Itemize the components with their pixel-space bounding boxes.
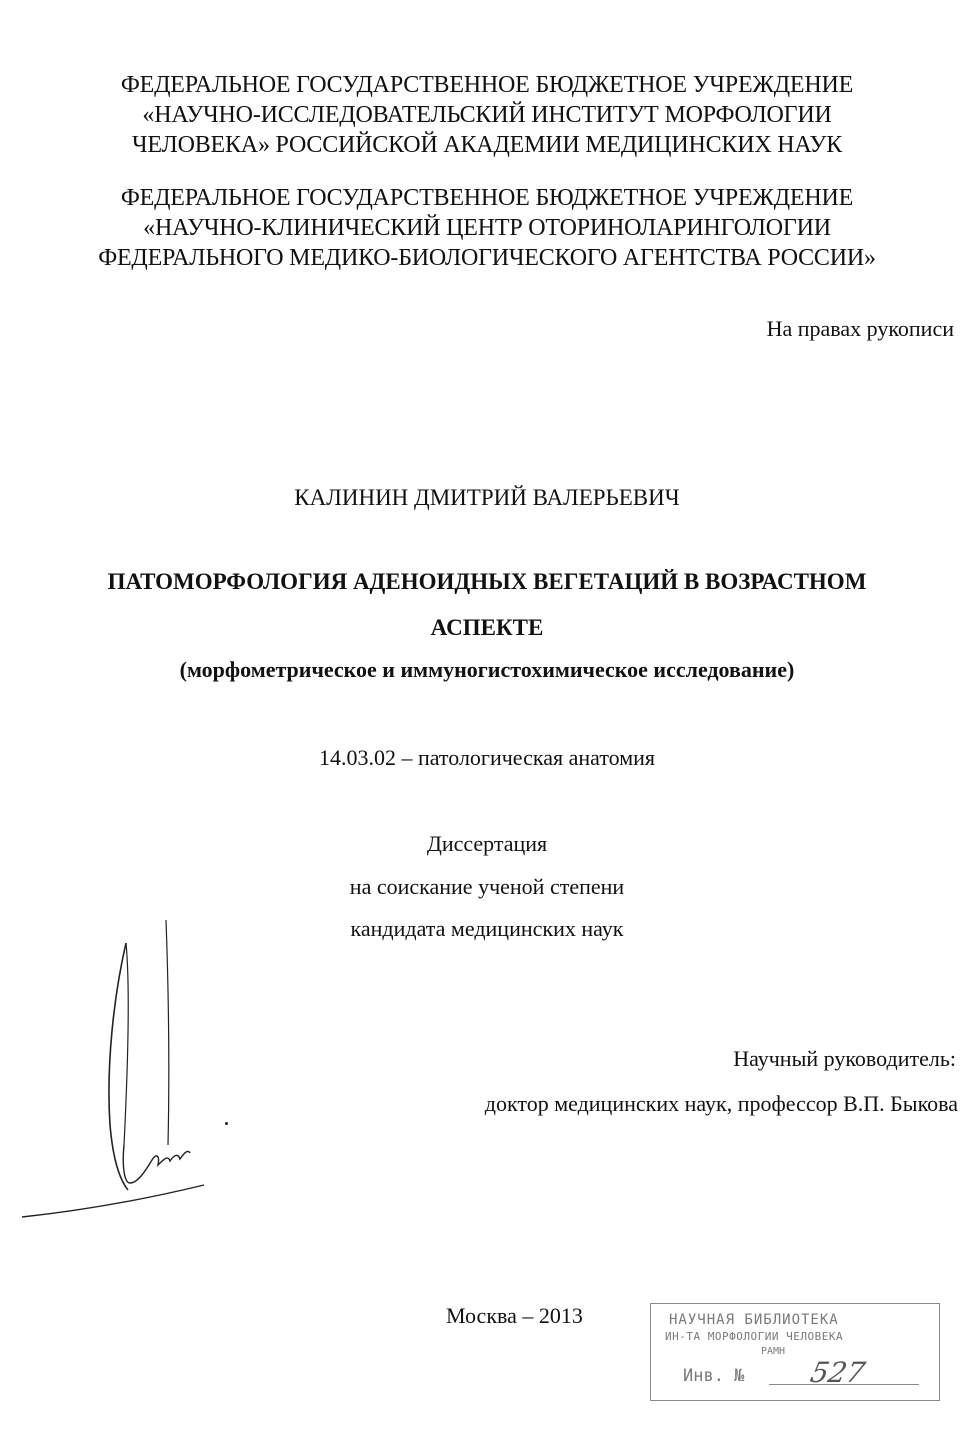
author-name: КАЛИНИН ДМИТРИЙ ВАЛЕРЬЕВИЧ bbox=[294, 485, 680, 510]
degree-purpose: на соискание ученой степени bbox=[349, 874, 625, 899]
institution-1-line-1: ФЕДЕРАЛЬНОЕ ГОСУДАРСТВЕННОЕ БЮДЖЕТНОЕ УЧРЕЖДЕНИЕ bbox=[120, 72, 854, 98]
supervisor-label: Научный руководитель: bbox=[733, 1046, 956, 1071]
dissertation-subtitle: (морфометрическое и иммуногистохимическое исследование) bbox=[179, 657, 795, 682]
institution-2 bbox=[0, 183, 974, 273]
institution-1-line-3: ЧЕЛОВЕКА» РОССИЙСКОЙ АКАДЕМИИ МЕДИЦИНСКИХ НАУК bbox=[131, 132, 843, 158]
degree-type: Диссертация bbox=[426, 831, 548, 856]
stamp-inventory-label: Инв. № bbox=[683, 1366, 745, 1386]
institution-1-line-2: «НАУЧНО-ИССЛЕДОВАТЕЛЬСКИЙ ИНСТИТУТ МОРФОЛОГИИ bbox=[142, 102, 832, 128]
degree-name: кандидата медицинских наук bbox=[350, 916, 624, 941]
ink-dot bbox=[225, 1122, 228, 1125]
institution-1 bbox=[0, 70, 974, 160]
dissertation-title-line-1: ПАТОМОРФОЛОГИЯ АДЕНОИДНЫХ ВЕГЕТАЦИЙ В ВОЗРАСТНОМ bbox=[107, 569, 867, 594]
institution-2-line-1: ФЕДЕРАЛЬНОЕ ГОСУДАРСТВЕННОЕ БЮДЖЕТНОЕ УЧРЕЖДЕНИЕ bbox=[120, 185, 854, 211]
institution-2-line-3: ФЕДЕРАЛЬНОГО МЕДИКО-БИОЛОГИЧЕСКОГО АГЕНТСТВА РОССИИ» bbox=[98, 245, 876, 271]
dissertation-title-line-2: АСПЕКТЕ bbox=[430, 615, 544, 640]
supervisor-name: доктор медицинских наук, профессор В.П. Быкова bbox=[484, 1091, 958, 1116]
stamp-inventory-number: 527 bbox=[807, 1356, 868, 1389]
stamp-library-name: НАУЧНАЯ БИБЛИОТЕКА bbox=[669, 1312, 839, 1328]
specialty-code: 14.03.02 – патологическая анатомия bbox=[318, 745, 656, 770]
institution-2-line-2: «НАУЧНО-КЛИНИЧЕСКИЙ ЦЕНТР ОТОРИНОЛАРИНГОЛОГИИ bbox=[143, 215, 831, 241]
stamp-institute-name: ИН-ТА МОРФОЛОГИИ ЧЕЛОВЕКА bbox=[665, 1330, 844, 1343]
library-stamp bbox=[650, 1303, 940, 1401]
place-and-year: Москва – 2013 bbox=[446, 1303, 583, 1328]
handwritten-signature bbox=[18, 915, 208, 1225]
stamp-academy: РАМН bbox=[761, 1346, 786, 1357]
manuscript-note: На правах рукописи bbox=[766, 316, 954, 341]
